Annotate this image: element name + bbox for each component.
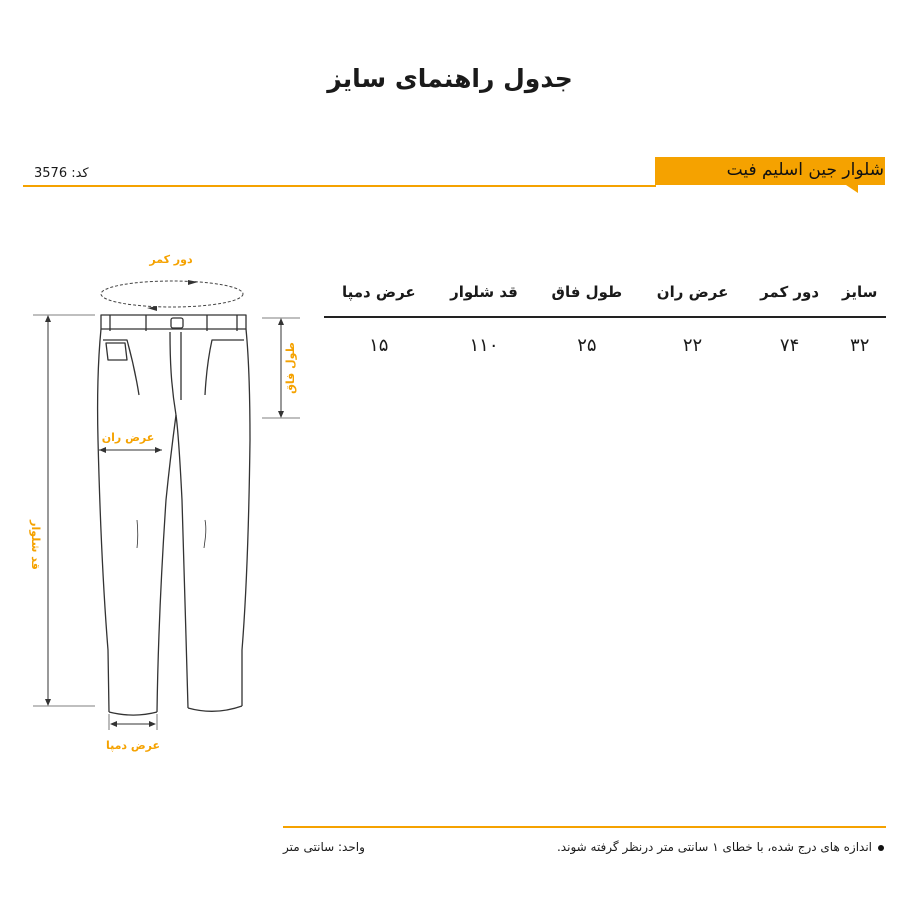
pants-diagram: [20, 240, 320, 780]
rise-measure: [262, 318, 300, 418]
footer-note-text: اندازه های درج شده، با خطای ۱ سانتی متر درنظر گرفته شوند.: [556, 840, 872, 854]
size-table: [324, 268, 886, 372]
thigh-label: عرض ران: [101, 431, 155, 444]
footer-note: [557, 840, 884, 854]
table-header-row: [324, 268, 886, 317]
header-hem: عرض دمپا: [324, 268, 434, 317]
table-row: [324, 317, 886, 372]
unit-label: واحد: سانتی متر: [283, 840, 365, 854]
product-code: کد: 3576: [34, 166, 89, 181]
cell-length: ۱۱۰: [469, 334, 499, 356]
rise-label: طول فاق: [284, 342, 297, 394]
length-measure: [29, 315, 95, 706]
cell-rise: ۲۵: [577, 334, 597, 356]
bullet-icon: [878, 845, 884, 851]
cell-hem: ۱۵: [369, 334, 389, 356]
product-tab-tail: [846, 185, 858, 193]
footer-divider: [283, 826, 886, 828]
hem-measure: [106, 714, 160, 752]
product-name: شلوار جین اسلیم فیت: [726, 160, 884, 180]
thigh-measure: [99, 431, 162, 453]
hem-label: عرض دمپا: [105, 739, 161, 752]
header-size: سایز: [833, 268, 886, 317]
header-thigh: عرض ران: [639, 268, 745, 317]
header-waist: دور کمر: [746, 268, 834, 317]
cell-waist: ۷۴: [779, 334, 800, 356]
header-length: قد شلوار: [434, 268, 535, 317]
cell-size: ۳۲: [850, 334, 870, 356]
length-label: قد شلوار: [29, 520, 42, 570]
waist-measure: [101, 253, 243, 311]
page-title: جدول راهنمای سایز: [327, 64, 573, 93]
header-rise: طول فاق: [534, 268, 639, 317]
pants-outline: [98, 315, 250, 715]
header-divider: [23, 185, 656, 187]
waist-label: دور کمر: [149, 253, 193, 266]
cell-thigh: ۲۲: [682, 334, 703, 356]
